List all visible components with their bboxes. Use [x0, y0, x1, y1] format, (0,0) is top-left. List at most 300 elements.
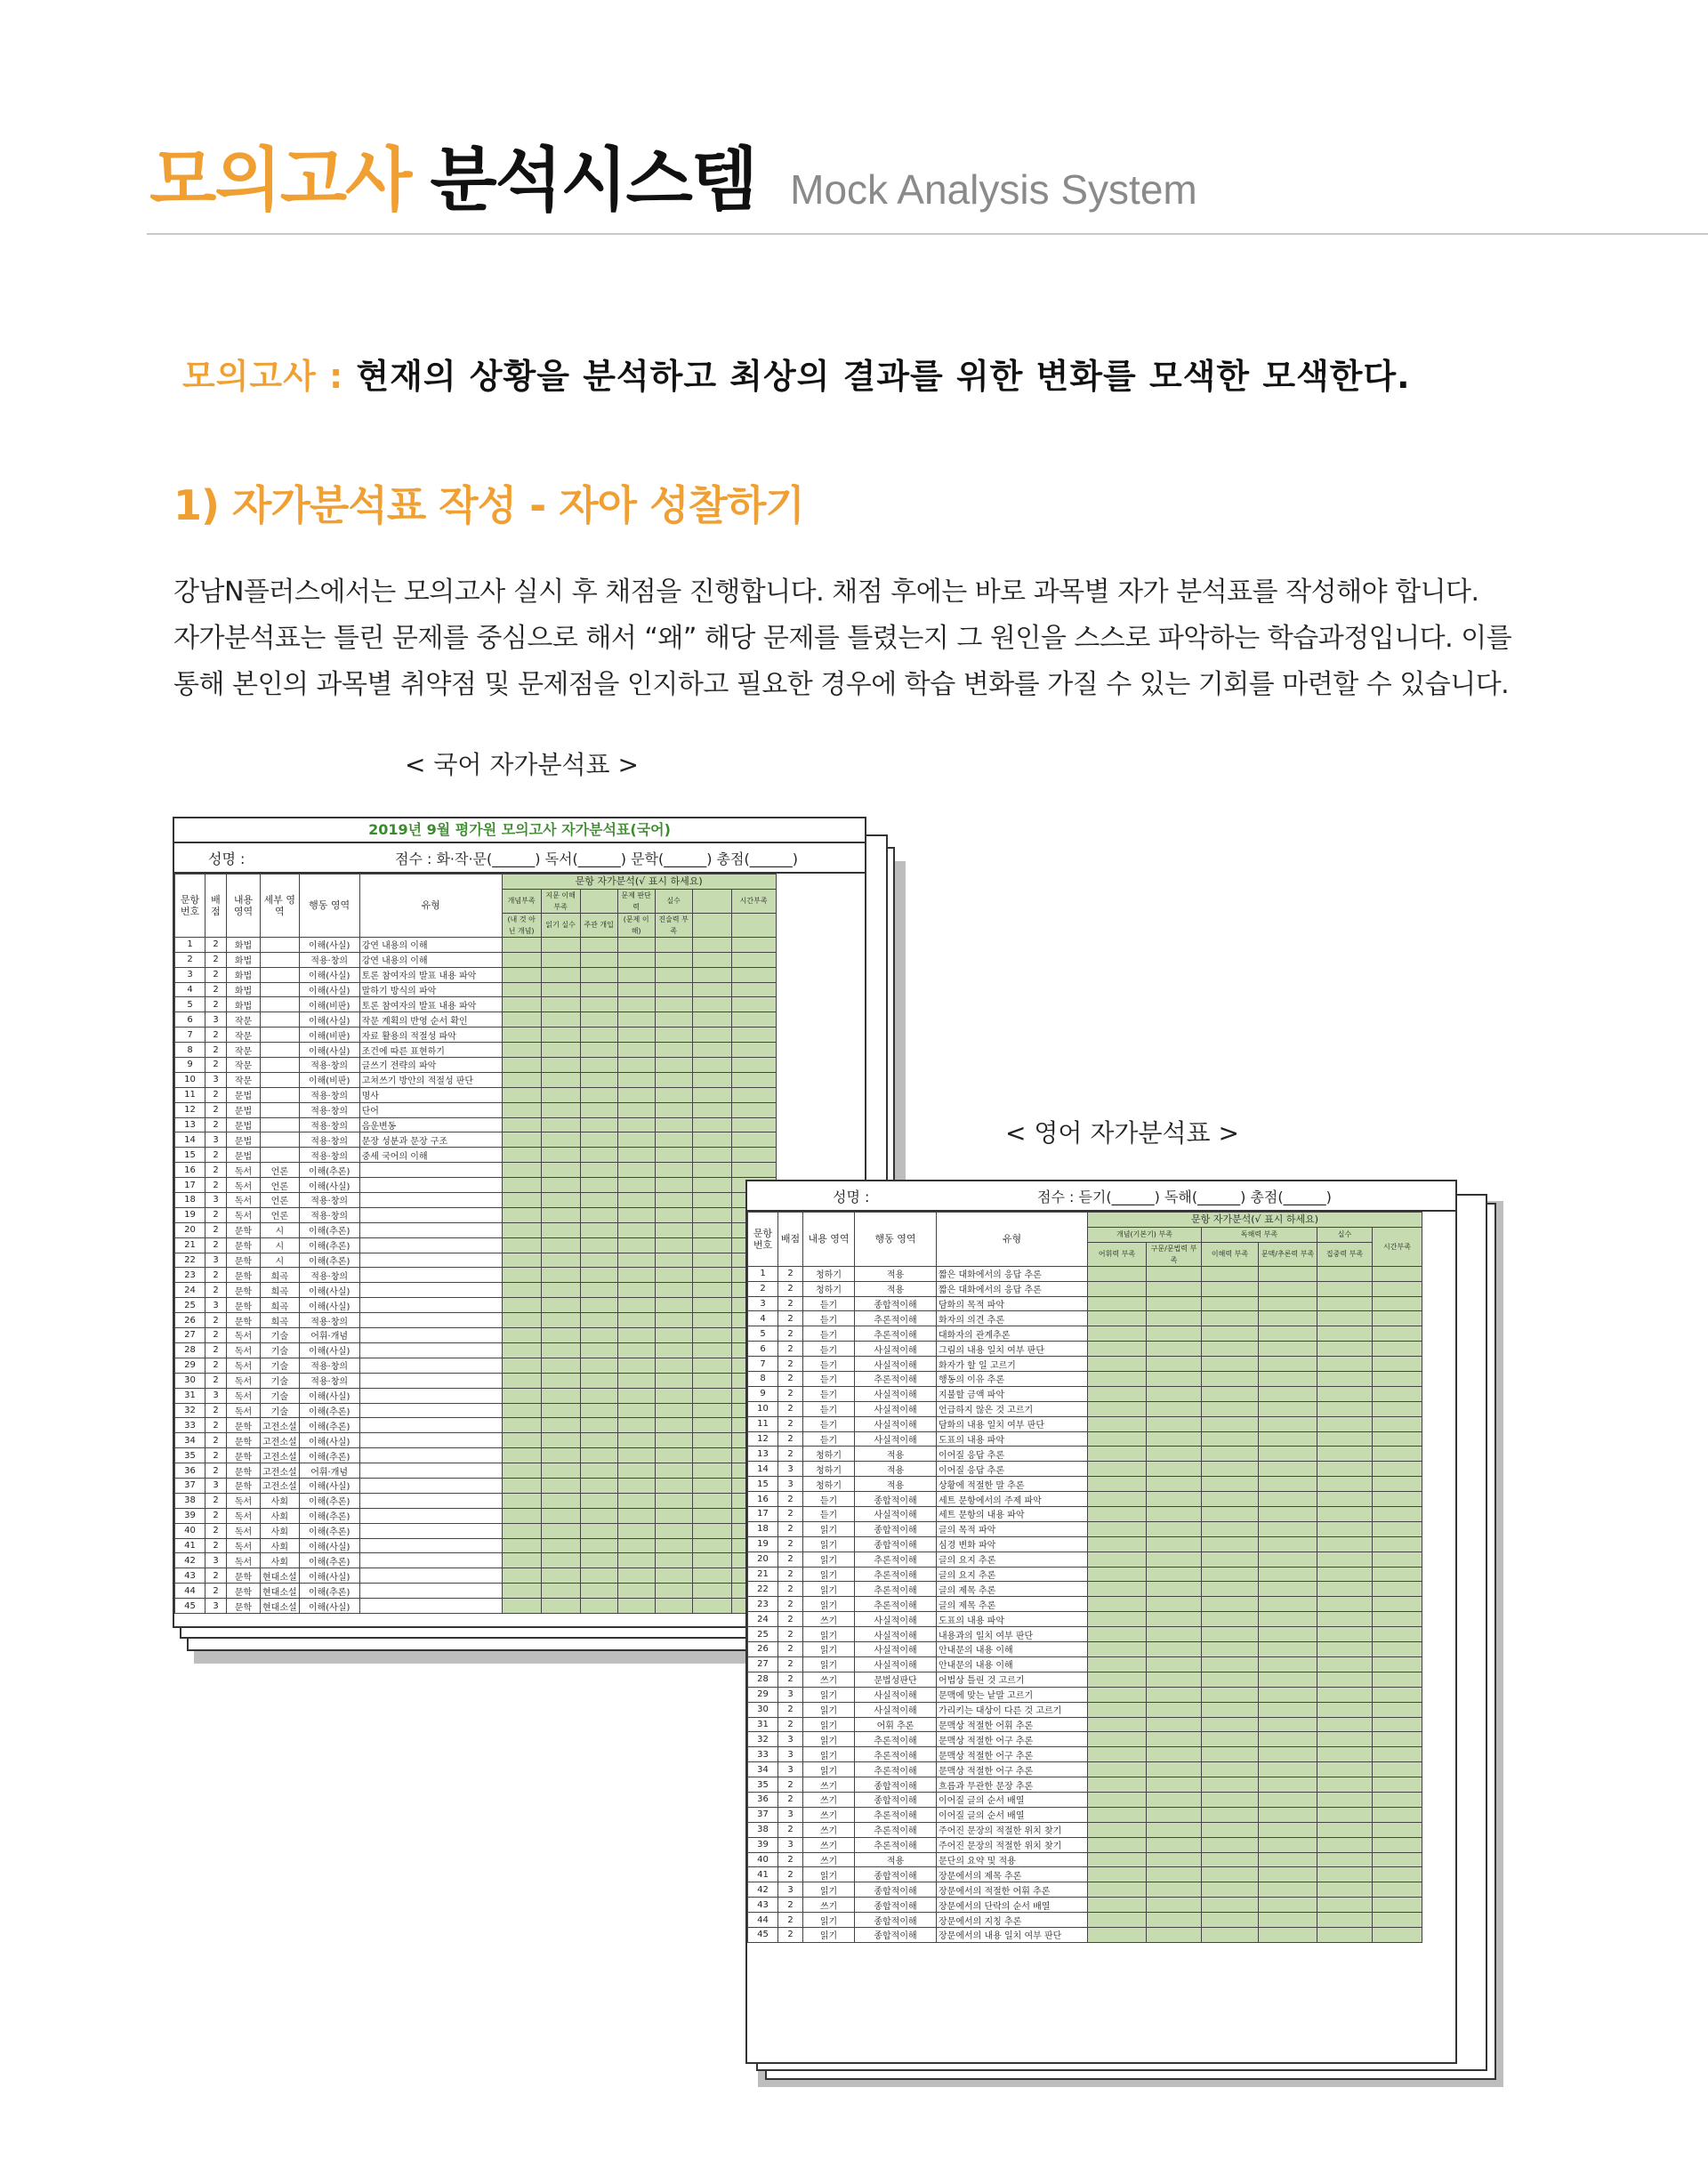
- analysis-checkbox-cell[interactable]: [580, 1388, 617, 1403]
- analysis-checkbox-cell[interactable]: [1202, 1582, 1259, 1597]
- analysis-checkbox-cell[interactable]: [692, 1342, 731, 1358]
- analysis-checkbox-cell[interactable]: [1373, 1521, 1422, 1536]
- analysis-checkbox-cell[interactable]: [655, 1283, 692, 1298]
- analysis-checkbox-cell[interactable]: [1088, 1462, 1147, 1477]
- analysis-checkbox-cell[interactable]: [1088, 1296, 1147, 1311]
- analysis-checkbox-cell[interactable]: [580, 937, 617, 952]
- analysis-checkbox-cell[interactable]: [1259, 1642, 1317, 1657]
- analysis-checkbox-cell[interactable]: [1202, 1762, 1259, 1777]
- analysis-checkbox-cell[interactable]: [1088, 1311, 1147, 1326]
- analysis-checkbox-cell[interactable]: [617, 1313, 655, 1328]
- analysis-checkbox-cell[interactable]: [1147, 1732, 1202, 1747]
- analysis-checkbox-cell[interactable]: [1373, 1281, 1422, 1296]
- analysis-checkbox-cell[interactable]: [692, 1222, 731, 1237]
- analysis-checkbox-cell[interactable]: [1088, 1627, 1147, 1642]
- analysis-checkbox-cell[interactable]: [655, 1253, 692, 1268]
- analysis-checkbox-cell[interactable]: [580, 1268, 617, 1283]
- analysis-checkbox-cell[interactable]: [1088, 1656, 1147, 1672]
- analysis-checkbox-cell[interactable]: [580, 1538, 617, 1553]
- analysis-checkbox-cell[interactable]: [580, 1222, 617, 1237]
- analysis-checkbox-cell[interactable]: [1373, 1656, 1422, 1672]
- analysis-checkbox-cell[interactable]: [541, 1493, 580, 1508]
- analysis-checkbox-cell[interactable]: [1202, 1326, 1259, 1342]
- analysis-checkbox-cell[interactable]: [580, 1448, 617, 1463]
- analysis-checkbox-cell[interactable]: [1202, 1927, 1259, 1942]
- analysis-checkbox-cell[interactable]: [580, 1178, 617, 1193]
- analysis-checkbox-cell[interactable]: [692, 967, 731, 982]
- analysis-checkbox-cell[interactable]: [580, 1478, 617, 1493]
- analysis-checkbox-cell[interactable]: [1317, 1642, 1373, 1657]
- analysis-checkbox-cell[interactable]: [1259, 1357, 1317, 1372]
- analysis-checkbox-cell[interactable]: [1202, 1837, 1259, 1852]
- analysis-checkbox-cell[interactable]: [655, 1463, 692, 1479]
- analysis-checkbox-cell[interactable]: [1259, 1401, 1317, 1416]
- analysis-checkbox-cell[interactable]: [1317, 1852, 1373, 1867]
- analysis-checkbox-cell[interactable]: [1317, 1687, 1373, 1702]
- analysis-checkbox-cell[interactable]: [1259, 1927, 1317, 1942]
- analysis-checkbox-cell[interactable]: [1202, 1867, 1259, 1882]
- analysis-checkbox-cell[interactable]: [1202, 1416, 1259, 1431]
- analysis-checkbox-cell[interactable]: [1147, 1597, 1202, 1612]
- analysis-checkbox-cell[interactable]: [1202, 1311, 1259, 1326]
- analysis-checkbox-cell[interactable]: [1317, 1882, 1373, 1898]
- analysis-checkbox-cell[interactable]: [580, 1568, 617, 1584]
- analysis-checkbox-cell[interactable]: [1317, 1672, 1373, 1687]
- analysis-checkbox-cell[interactable]: [580, 1328, 617, 1343]
- analysis-checkbox-cell[interactable]: [617, 1523, 655, 1538]
- analysis-checkbox-cell[interactable]: [1259, 1551, 1317, 1567]
- analysis-checkbox-cell[interactable]: [1202, 1717, 1259, 1732]
- analysis-checkbox-cell[interactable]: [617, 1538, 655, 1553]
- analysis-checkbox-cell[interactable]: [1202, 1521, 1259, 1536]
- analysis-checkbox-cell[interactable]: [580, 1599, 617, 1614]
- analysis-checkbox-cell[interactable]: [1259, 1777, 1317, 1793]
- analysis-checkbox-cell[interactable]: [502, 1448, 541, 1463]
- analysis-checkbox-cell[interactable]: [1259, 1431, 1317, 1447]
- analysis-checkbox-cell[interactable]: [617, 1237, 655, 1253]
- analysis-checkbox-cell[interactable]: [502, 1222, 541, 1237]
- analysis-checkbox-cell[interactable]: [580, 1207, 617, 1222]
- analysis-checkbox-cell[interactable]: [541, 1538, 580, 1553]
- analysis-checkbox-cell[interactable]: [655, 982, 692, 997]
- analysis-checkbox-cell[interactable]: [692, 1568, 731, 1584]
- analysis-checkbox-cell[interactable]: [692, 1463, 731, 1479]
- analysis-checkbox-cell[interactable]: [1373, 1762, 1422, 1777]
- analysis-checkbox-cell[interactable]: [1147, 1311, 1202, 1326]
- analysis-checkbox-cell[interactable]: [1147, 1447, 1202, 1462]
- analysis-checkbox-cell[interactable]: [1147, 1627, 1202, 1642]
- analysis-checkbox-cell[interactable]: [692, 1298, 731, 1313]
- analysis-checkbox-cell[interactable]: [655, 1043, 692, 1058]
- analysis-checkbox-cell[interactable]: [1088, 1597, 1147, 1612]
- analysis-checkbox-cell[interactable]: [617, 1584, 655, 1599]
- analysis-checkbox-cell[interactable]: [580, 1584, 617, 1599]
- analysis-checkbox-cell[interactable]: [617, 1283, 655, 1298]
- analysis-checkbox-cell[interactable]: [1147, 1416, 1202, 1431]
- analysis-checkbox-cell[interactable]: [502, 1207, 541, 1222]
- analysis-checkbox-cell[interactable]: [1147, 1882, 1202, 1898]
- analysis-checkbox-cell[interactable]: [731, 1163, 776, 1178]
- analysis-checkbox-cell[interactable]: [541, 1358, 580, 1373]
- analysis-checkbox-cell[interactable]: [655, 1148, 692, 1163]
- analysis-checkbox-cell[interactable]: [1202, 1687, 1259, 1702]
- analysis-checkbox-cell[interactable]: [617, 1102, 655, 1117]
- analysis-checkbox-cell[interactable]: [541, 1403, 580, 1418]
- analysis-checkbox-cell[interactable]: [580, 1102, 617, 1117]
- analysis-checkbox-cell[interactable]: [655, 1102, 692, 1117]
- analysis-checkbox-cell[interactable]: [1202, 1882, 1259, 1898]
- analysis-checkbox-cell[interactable]: [1317, 1507, 1373, 1522]
- analysis-checkbox-cell[interactable]: [692, 982, 731, 997]
- analysis-checkbox-cell[interactable]: [655, 1478, 692, 1493]
- analysis-checkbox-cell[interactable]: [617, 1448, 655, 1463]
- analysis-checkbox-cell[interactable]: [1202, 1747, 1259, 1762]
- analysis-checkbox-cell[interactable]: [580, 1433, 617, 1448]
- analysis-checkbox-cell[interactable]: [692, 1283, 731, 1298]
- analysis-checkbox-cell[interactable]: [1373, 1867, 1422, 1882]
- analysis-checkbox-cell[interactable]: [617, 1058, 655, 1073]
- analysis-checkbox-cell[interactable]: [1373, 1567, 1422, 1582]
- analysis-checkbox-cell[interactable]: [1259, 1296, 1317, 1311]
- analysis-checkbox-cell[interactable]: [1088, 1386, 1147, 1401]
- analysis-checkbox-cell[interactable]: [1259, 1492, 1317, 1507]
- analysis-checkbox-cell[interactable]: [655, 1268, 692, 1283]
- analysis-checkbox-cell[interactable]: [655, 967, 692, 982]
- analysis-checkbox-cell[interactable]: [1259, 1597, 1317, 1612]
- analysis-checkbox-cell[interactable]: [1202, 1296, 1259, 1311]
- analysis-checkbox-cell[interactable]: [731, 982, 776, 997]
- analysis-checkbox-cell[interactable]: [580, 1283, 617, 1298]
- analysis-checkbox-cell[interactable]: [1202, 1401, 1259, 1416]
- analysis-checkbox-cell[interactable]: [1373, 1717, 1422, 1732]
- analysis-checkbox-cell[interactable]: [655, 1523, 692, 1538]
- analysis-checkbox-cell[interactable]: [580, 1117, 617, 1132]
- analysis-checkbox-cell[interactable]: [1317, 1762, 1373, 1777]
- analysis-checkbox-cell[interactable]: [655, 937, 692, 952]
- analysis-checkbox-cell[interactable]: [692, 1012, 731, 1028]
- analysis-checkbox-cell[interactable]: [1373, 1792, 1422, 1807]
- analysis-checkbox-cell[interactable]: [541, 1178, 580, 1193]
- analysis-checkbox-cell[interactable]: [655, 1433, 692, 1448]
- analysis-checkbox-cell[interactable]: [1373, 1401, 1422, 1416]
- analysis-checkbox-cell[interactable]: [692, 1403, 731, 1418]
- analysis-checkbox-cell[interactable]: [692, 1193, 731, 1208]
- analysis-checkbox-cell[interactable]: [1147, 1913, 1202, 1928]
- analysis-checkbox-cell[interactable]: [1202, 1492, 1259, 1507]
- analysis-checkbox-cell[interactable]: [1317, 1732, 1373, 1747]
- analysis-checkbox-cell[interactable]: [655, 1028, 692, 1043]
- analysis-checkbox-cell[interactable]: [1088, 1898, 1147, 1913]
- analysis-checkbox-cell[interactable]: [692, 1523, 731, 1538]
- analysis-checkbox-cell[interactable]: [1202, 1702, 1259, 1717]
- analysis-checkbox-cell[interactable]: [1202, 1852, 1259, 1867]
- analysis-checkbox-cell[interactable]: [502, 1313, 541, 1328]
- analysis-checkbox-cell[interactable]: [1317, 1281, 1373, 1296]
- analysis-checkbox-cell[interactable]: [1088, 1416, 1147, 1431]
- analysis-checkbox-cell[interactable]: [502, 1553, 541, 1568]
- analysis-checkbox-cell[interactable]: [1317, 1311, 1373, 1326]
- analysis-checkbox-cell[interactable]: [731, 1072, 776, 1087]
- analysis-checkbox-cell[interactable]: [1088, 1492, 1147, 1507]
- analysis-checkbox-cell[interactable]: [617, 997, 655, 1012]
- analysis-checkbox-cell[interactable]: [731, 967, 776, 982]
- analysis-checkbox-cell[interactable]: [502, 1478, 541, 1493]
- analysis-checkbox-cell[interactable]: [1317, 1521, 1373, 1536]
- analysis-checkbox-cell[interactable]: [692, 952, 731, 967]
- analysis-checkbox-cell[interactable]: [1202, 1342, 1259, 1357]
- analysis-checkbox-cell[interactable]: [1088, 1372, 1147, 1387]
- analysis-checkbox-cell[interactable]: [692, 1599, 731, 1614]
- analysis-checkbox-cell[interactable]: [1317, 1357, 1373, 1372]
- analysis-checkbox-cell[interactable]: [692, 1102, 731, 1117]
- analysis-checkbox-cell[interactable]: [1259, 1792, 1317, 1807]
- analysis-checkbox-cell[interactable]: [541, 1523, 580, 1538]
- analysis-checkbox-cell[interactable]: [1373, 1372, 1422, 1387]
- analysis-checkbox-cell[interactable]: [1088, 1326, 1147, 1342]
- analysis-checkbox-cell[interactable]: [1317, 1837, 1373, 1852]
- analysis-checkbox-cell[interactable]: [541, 1268, 580, 1283]
- analysis-checkbox-cell[interactable]: [580, 1132, 617, 1148]
- analysis-checkbox-cell[interactable]: [655, 1599, 692, 1614]
- analysis-checkbox-cell[interactable]: [580, 1058, 617, 1073]
- analysis-checkbox-cell[interactable]: [502, 1342, 541, 1358]
- analysis-checkbox-cell[interactable]: [692, 1328, 731, 1343]
- analysis-checkbox-cell[interactable]: [617, 1043, 655, 1058]
- analysis-checkbox-cell[interactable]: [1373, 1672, 1422, 1687]
- analysis-checkbox-cell[interactable]: [1202, 1597, 1259, 1612]
- analysis-checkbox-cell[interactable]: [731, 1132, 776, 1148]
- analysis-checkbox-cell[interactable]: [655, 1403, 692, 1418]
- analysis-checkbox-cell[interactable]: [502, 1493, 541, 1508]
- analysis-checkbox-cell[interactable]: [580, 1163, 617, 1178]
- analysis-checkbox-cell[interactable]: [1259, 1852, 1317, 1867]
- analysis-checkbox-cell[interactable]: [1259, 1837, 1317, 1852]
- analysis-checkbox-cell[interactable]: [502, 1102, 541, 1117]
- analysis-checkbox-cell[interactable]: [541, 1298, 580, 1313]
- analysis-checkbox-cell[interactable]: [1259, 1882, 1317, 1898]
- analysis-checkbox-cell[interactable]: [617, 1298, 655, 1313]
- analysis-checkbox-cell[interactable]: [692, 1043, 731, 1058]
- analysis-checkbox-cell[interactable]: [502, 1163, 541, 1178]
- analysis-checkbox-cell[interactable]: [1373, 1732, 1422, 1747]
- analysis-checkbox-cell[interactable]: [541, 1433, 580, 1448]
- analysis-checkbox-cell[interactable]: [1373, 1492, 1422, 1507]
- analysis-checkbox-cell[interactable]: [1317, 1431, 1373, 1447]
- analysis-checkbox-cell[interactable]: [1317, 1342, 1373, 1357]
- analysis-checkbox-cell[interactable]: [541, 937, 580, 952]
- analysis-checkbox-cell[interactable]: [617, 1207, 655, 1222]
- analysis-checkbox-cell[interactable]: [692, 1028, 731, 1043]
- analysis-checkbox-cell[interactable]: [1317, 1898, 1373, 1913]
- analysis-checkbox-cell[interactable]: [541, 1342, 580, 1358]
- analysis-checkbox-cell[interactable]: [1259, 1913, 1317, 1928]
- analysis-checkbox-cell[interactable]: [541, 1207, 580, 1222]
- analysis-checkbox-cell[interactable]: [692, 1148, 731, 1163]
- analysis-checkbox-cell[interactable]: [580, 1493, 617, 1508]
- analysis-checkbox-cell[interactable]: [541, 1313, 580, 1328]
- analysis-checkbox-cell[interactable]: [541, 967, 580, 982]
- analysis-checkbox-cell[interactable]: [1147, 1807, 1202, 1822]
- analysis-checkbox-cell[interactable]: [1373, 1326, 1422, 1342]
- analysis-checkbox-cell[interactable]: [1317, 1717, 1373, 1732]
- analysis-checkbox-cell[interactable]: [580, 1028, 617, 1043]
- analysis-checkbox-cell[interactable]: [502, 1298, 541, 1313]
- analysis-checkbox-cell[interactable]: [1317, 1296, 1373, 1311]
- analysis-checkbox-cell[interactable]: [502, 1043, 541, 1058]
- analysis-checkbox-cell[interactable]: [1317, 1266, 1373, 1281]
- analysis-checkbox-cell[interactable]: [502, 997, 541, 1012]
- analysis-checkbox-cell[interactable]: [1147, 1357, 1202, 1372]
- analysis-checkbox-cell[interactable]: [1088, 1447, 1147, 1462]
- analysis-checkbox-cell[interactable]: [617, 1599, 655, 1614]
- analysis-checkbox-cell[interactable]: [692, 1132, 731, 1148]
- analysis-checkbox-cell[interactable]: [541, 1072, 580, 1087]
- analysis-checkbox-cell[interactable]: [1373, 1266, 1422, 1281]
- analysis-checkbox-cell[interactable]: [1147, 1521, 1202, 1536]
- analysis-checkbox-cell[interactable]: [1373, 1386, 1422, 1401]
- analysis-checkbox-cell[interactable]: [1259, 1372, 1317, 1387]
- analysis-checkbox-cell[interactable]: [502, 967, 541, 982]
- analysis-checkbox-cell[interactable]: [541, 1373, 580, 1388]
- analysis-checkbox-cell[interactable]: [1259, 1281, 1317, 1296]
- analysis-checkbox-cell[interactable]: [1147, 1281, 1202, 1296]
- analysis-checkbox-cell[interactable]: [1147, 1687, 1202, 1702]
- analysis-checkbox-cell[interactable]: [541, 1222, 580, 1237]
- analysis-checkbox-cell[interactable]: [731, 1102, 776, 1117]
- analysis-checkbox-cell[interactable]: [1317, 1656, 1373, 1672]
- analysis-checkbox-cell[interactable]: [580, 1463, 617, 1479]
- analysis-checkbox-cell[interactable]: [692, 1388, 731, 1403]
- analysis-checkbox-cell[interactable]: [617, 967, 655, 982]
- analysis-checkbox-cell[interactable]: [655, 1058, 692, 1073]
- analysis-checkbox-cell[interactable]: [1202, 1447, 1259, 1462]
- analysis-checkbox-cell[interactable]: [1259, 1822, 1317, 1837]
- analysis-checkbox-cell[interactable]: [617, 1358, 655, 1373]
- analysis-checkbox-cell[interactable]: [502, 1538, 541, 1553]
- analysis-checkbox-cell[interactable]: [731, 1117, 776, 1132]
- analysis-checkbox-cell[interactable]: [1147, 1551, 1202, 1567]
- analysis-checkbox-cell[interactable]: [1317, 1747, 1373, 1762]
- analysis-checkbox-cell[interactable]: [1317, 1326, 1373, 1342]
- analysis-checkbox-cell[interactable]: [1373, 1431, 1422, 1447]
- analysis-checkbox-cell[interactable]: [1202, 1792, 1259, 1807]
- analysis-checkbox-cell[interactable]: [502, 1087, 541, 1102]
- analysis-checkbox-cell[interactable]: [1088, 1401, 1147, 1416]
- analysis-checkbox-cell[interactable]: [1202, 1777, 1259, 1793]
- analysis-checkbox-cell[interactable]: [1202, 1913, 1259, 1928]
- analysis-checkbox-cell[interactable]: [1147, 1747, 1202, 1762]
- analysis-checkbox-cell[interactable]: [541, 1508, 580, 1523]
- analysis-checkbox-cell[interactable]: [731, 1087, 776, 1102]
- analysis-checkbox-cell[interactable]: [541, 1448, 580, 1463]
- analysis-checkbox-cell[interactable]: [731, 1058, 776, 1073]
- analysis-checkbox-cell[interactable]: [1259, 1702, 1317, 1717]
- analysis-checkbox-cell[interactable]: [1088, 1507, 1147, 1522]
- analysis-checkbox-cell[interactable]: [617, 1193, 655, 1208]
- analysis-checkbox-cell[interactable]: [1373, 1551, 1422, 1567]
- analysis-checkbox-cell[interactable]: [655, 1538, 692, 1553]
- analysis-checkbox-cell[interactable]: [1373, 1642, 1422, 1657]
- analysis-checkbox-cell[interactable]: [655, 1358, 692, 1373]
- analysis-checkbox-cell[interactable]: [617, 1478, 655, 1493]
- analysis-checkbox-cell[interactable]: [1088, 1913, 1147, 1928]
- analysis-checkbox-cell[interactable]: [541, 1388, 580, 1403]
- analysis-checkbox-cell[interactable]: [502, 1508, 541, 1523]
- analysis-checkbox-cell[interactable]: [541, 1058, 580, 1073]
- analysis-checkbox-cell[interactable]: [1259, 1612, 1317, 1627]
- analysis-checkbox-cell[interactable]: [692, 1117, 731, 1132]
- analysis-checkbox-cell[interactable]: [541, 1253, 580, 1268]
- analysis-checkbox-cell[interactable]: [1147, 1852, 1202, 1867]
- analysis-checkbox-cell[interactable]: [1317, 1536, 1373, 1551]
- analysis-checkbox-cell[interactable]: [617, 1028, 655, 1043]
- analysis-checkbox-cell[interactable]: [580, 952, 617, 967]
- analysis-checkbox-cell[interactable]: [731, 937, 776, 952]
- analysis-checkbox-cell[interactable]: [617, 1342, 655, 1358]
- analysis-checkbox-cell[interactable]: [1259, 1747, 1317, 1762]
- analysis-checkbox-cell[interactable]: [580, 1148, 617, 1163]
- analysis-checkbox-cell[interactable]: [1088, 1747, 1147, 1762]
- analysis-checkbox-cell[interactable]: [1147, 1507, 1202, 1522]
- analysis-checkbox-cell[interactable]: [1147, 1656, 1202, 1672]
- analysis-checkbox-cell[interactable]: [1202, 1898, 1259, 1913]
- analysis-checkbox-cell[interactable]: [541, 1418, 580, 1433]
- analysis-checkbox-cell[interactable]: [1373, 1416, 1422, 1431]
- analysis-checkbox-cell[interactable]: [1373, 1882, 1422, 1898]
- analysis-checkbox-cell[interactable]: [692, 1268, 731, 1283]
- analysis-checkbox-cell[interactable]: [1202, 1672, 1259, 1687]
- analysis-checkbox-cell[interactable]: [580, 1373, 617, 1388]
- analysis-checkbox-cell[interactable]: [1373, 1311, 1422, 1326]
- analysis-checkbox-cell[interactable]: [580, 1508, 617, 1523]
- analysis-checkbox-cell[interactable]: [692, 937, 731, 952]
- analysis-checkbox-cell[interactable]: [541, 1237, 580, 1253]
- analysis-checkbox-cell[interactable]: [731, 1028, 776, 1043]
- analysis-checkbox-cell[interactable]: [1088, 1837, 1147, 1852]
- analysis-checkbox-cell[interactable]: [1259, 1687, 1317, 1702]
- analysis-checkbox-cell[interactable]: [1088, 1357, 1147, 1372]
- analysis-checkbox-cell[interactable]: [1202, 1386, 1259, 1401]
- analysis-checkbox-cell[interactable]: [1259, 1672, 1317, 1687]
- analysis-checkbox-cell[interactable]: [1259, 1416, 1317, 1431]
- analysis-checkbox-cell[interactable]: [617, 982, 655, 997]
- analysis-checkbox-cell[interactable]: [731, 1043, 776, 1058]
- analysis-checkbox-cell[interactable]: [1373, 1597, 1422, 1612]
- analysis-checkbox-cell[interactable]: [1202, 1567, 1259, 1582]
- analysis-checkbox-cell[interactable]: [502, 1237, 541, 1253]
- analysis-checkbox-cell[interactable]: [502, 1268, 541, 1283]
- analysis-checkbox-cell[interactable]: [541, 1148, 580, 1163]
- analysis-checkbox-cell[interactable]: [692, 1072, 731, 1087]
- analysis-checkbox-cell[interactable]: [692, 1253, 731, 1268]
- analysis-checkbox-cell[interactable]: [1373, 1822, 1422, 1837]
- analysis-checkbox-cell[interactable]: [617, 1178, 655, 1193]
- analysis-checkbox-cell[interactable]: [541, 1132, 580, 1148]
- analysis-checkbox-cell[interactable]: [1088, 1266, 1147, 1281]
- analysis-checkbox-cell[interactable]: [1317, 1927, 1373, 1942]
- analysis-checkbox-cell[interactable]: [1259, 1898, 1317, 1913]
- analysis-checkbox-cell[interactable]: [541, 1553, 580, 1568]
- analysis-checkbox-cell[interactable]: [692, 1207, 731, 1222]
- analysis-checkbox-cell[interactable]: [655, 1448, 692, 1463]
- analysis-checkbox-cell[interactable]: [692, 1478, 731, 1493]
- analysis-checkbox-cell[interactable]: [1202, 1536, 1259, 1551]
- analysis-checkbox-cell[interactable]: [655, 1342, 692, 1358]
- analysis-checkbox-cell[interactable]: [1317, 1372, 1373, 1387]
- analysis-checkbox-cell[interactable]: [617, 1222, 655, 1237]
- analysis-checkbox-cell[interactable]: [1373, 1296, 1422, 1311]
- analysis-checkbox-cell[interactable]: [617, 1072, 655, 1087]
